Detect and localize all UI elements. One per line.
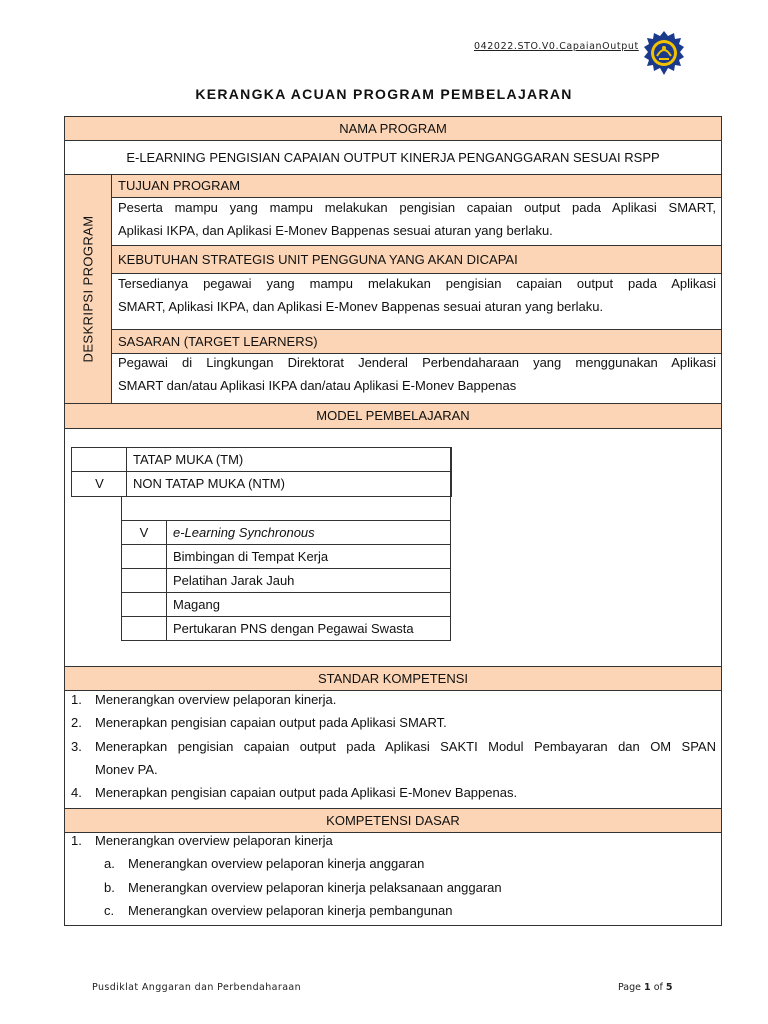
tm-label: TATAP MUKA (TM) [133, 452, 244, 467]
ntm-item-mark: V [139, 525, 149, 540]
kebutuhan-strategis-header [112, 246, 721, 274]
list-item-num: 4. [71, 785, 82, 800]
ntm-item-label: Pertukaran PNS dengan Pegawai Swasta [173, 621, 414, 636]
page-prefix: Page [618, 982, 641, 993]
kebutuhan-strategis-text-line1: Tersedianya pegawai yang mampu melakukan pengisian capaian output pada Aplikasi [118, 276, 716, 291]
sub-item-num: c. [104, 903, 115, 918]
ntm-item-label: e-Learning Synchronous [173, 525, 315, 540]
tujuan-program-label: TUJUAN PROGRAM [118, 178, 241, 193]
sasaran-cell [112, 354, 721, 404]
nama-program-value: E-LEARNING PENGISIAN CAPAIAN OUTPUT KINERJA PENGANGGARAN SESUAI RSPP [126, 150, 660, 165]
blank-row [121, 496, 451, 521]
ntm-item-cell [166, 616, 451, 641]
page-of: of [653, 982, 663, 993]
tujuan-program-text-line2: Aplikasi IKPA, dan Aplikasi E-Monev Bappenas sesuai aturan yang berlaku. [118, 223, 553, 238]
sasaran-text-line2: SMART dan/atau Aplikasi IKPA dan/atau Aplikasi E-Monev Bappenas [118, 378, 517, 393]
tm-mark-cell [71, 447, 127, 472]
ntm-label: NON TATAP MUKA (NTM) [133, 476, 285, 491]
ntm-item-label: Pelatihan Jarak Jauh [173, 573, 295, 588]
nama-program-value-cell [65, 141, 721, 175]
list-item: Menerapkan pengisian capaian output pada Aplikasi E-Monev Bappenas. [95, 785, 518, 800]
sub-item: Menerangkan overview pelaporan kinerja anggaran [128, 856, 425, 871]
kebutuhan-strategis-text-line2: SMART, Aplikasi IKPA, dan Aplikasi E-Monev Bappenas sesuai aturan yang berlaku. [118, 299, 604, 314]
document-code: 042022.STO.V0.CapaianOutput [474, 41, 639, 52]
list-item-num: 1. [71, 833, 82, 848]
sasaran-text-line1: Pegawai di Lingkungan Direktorat Jenderal Perbendaharaan yang menggunakan Aplikasi [118, 355, 716, 370]
page-total: 5 [665, 982, 673, 993]
deskripsi-program-side-label [65, 175, 112, 404]
tujuan-program-cell [112, 198, 721, 246]
ntm-item-mark-cell [121, 616, 167, 641]
list-item-continuation: Monev PA. [95, 762, 158, 777]
kebutuhan-strategis-label: KEBUTUHAN STRATEGIS UNIT PENGGUNA YANG AKAN DICAPAI [118, 252, 518, 267]
ntm-item-label: Bimbingan di Tempat Kerja [173, 549, 329, 564]
nama-program-label: NAMA PROGRAM [339, 121, 447, 136]
kompetensi-dasar-label: KOMPETENSI DASAR [326, 813, 460, 828]
tujuan-program-header [112, 175, 721, 198]
list-item: Menerapkan pengisian capaian output pada Aplikasi SMART. [95, 715, 447, 730]
sub-item-num: b. [104, 880, 115, 895]
ntm-check-mark: V [95, 476, 104, 491]
standar-kompetensi-cell [65, 691, 721, 809]
ntm-item-mark-cell [121, 544, 167, 569]
standar-kompetensi-header [65, 667, 721, 691]
list-item: Menerangkan overview pelaporan kinerja [95, 833, 333, 848]
sub-item-num: a. [104, 856, 115, 871]
ntm-item-mark-cell [121, 520, 167, 545]
model-pembelajaran-header [65, 404, 721, 429]
page-current: 1 [644, 982, 651, 993]
list-item-num: 1. [71, 692, 82, 707]
model-pembelajaran-label: MODEL PEMBELAJARAN [316, 408, 470, 423]
deskripsi-program-label: DESKRIPSI PROGRAM [80, 215, 96, 363]
kebutuhan-strategis-cell [112, 274, 721, 330]
ntm-item-cell [166, 568, 451, 593]
tm-ntm-table [71, 447, 451, 497]
sasaran-label: SASARAN (TARGET LEARNERS) [118, 334, 318, 349]
document-title: KERANGKA ACUAN PROGRAM PEMBELAJARAN [195, 86, 573, 102]
model-pembelajaran-cell [65, 429, 721, 667]
kompetensi-dasar-cell [65, 833, 721, 925]
list-item: Menerangkan overview pelaporan kinerja. [95, 692, 337, 707]
sasaran-header [112, 330, 721, 354]
program-table [64, 116, 722, 926]
ministry-logo-icon [643, 30, 685, 76]
list-item-num: 2. [71, 715, 82, 730]
tm-cell [126, 447, 452, 472]
ntm-item-label: Magang [173, 597, 220, 612]
list-item-num: 3. [71, 739, 82, 754]
ntm-cell [126, 471, 452, 497]
kompetensi-dasar-header [65, 809, 721, 833]
page-number [618, 982, 673, 993]
ntm-item-mark-cell [121, 592, 167, 617]
standar-kompetensi-label: STANDAR KOMPETENSI [317, 671, 468, 686]
ntm-mark-cell [71, 471, 127, 497]
ntm-item-cell [166, 544, 451, 569]
list-item: Menerapkan pengisian capaian output pada Aplikasi SAKTI Modul Pembayaran dan OM SPAN [95, 739, 716, 754]
nama-program-header [65, 117, 721, 141]
ntm-item-mark-cell [121, 568, 167, 593]
sub-item: Menerangkan overview pelaporan kinerja pelaksanaan anggaran [128, 880, 502, 895]
tujuan-program-text-line1: Peserta mampu yang mampu melakukan pengisian capaian output pada Aplikasi SMART, [118, 200, 716, 215]
footer-organization: Pusdiklat Anggaran dan Perbendaharaan [92, 982, 302, 993]
sub-item: Menerangkan overview pelaporan kinerja pembangunan [128, 903, 453, 918]
ntm-item-cell [166, 592, 451, 617]
ntm-item-cell [166, 520, 451, 545]
